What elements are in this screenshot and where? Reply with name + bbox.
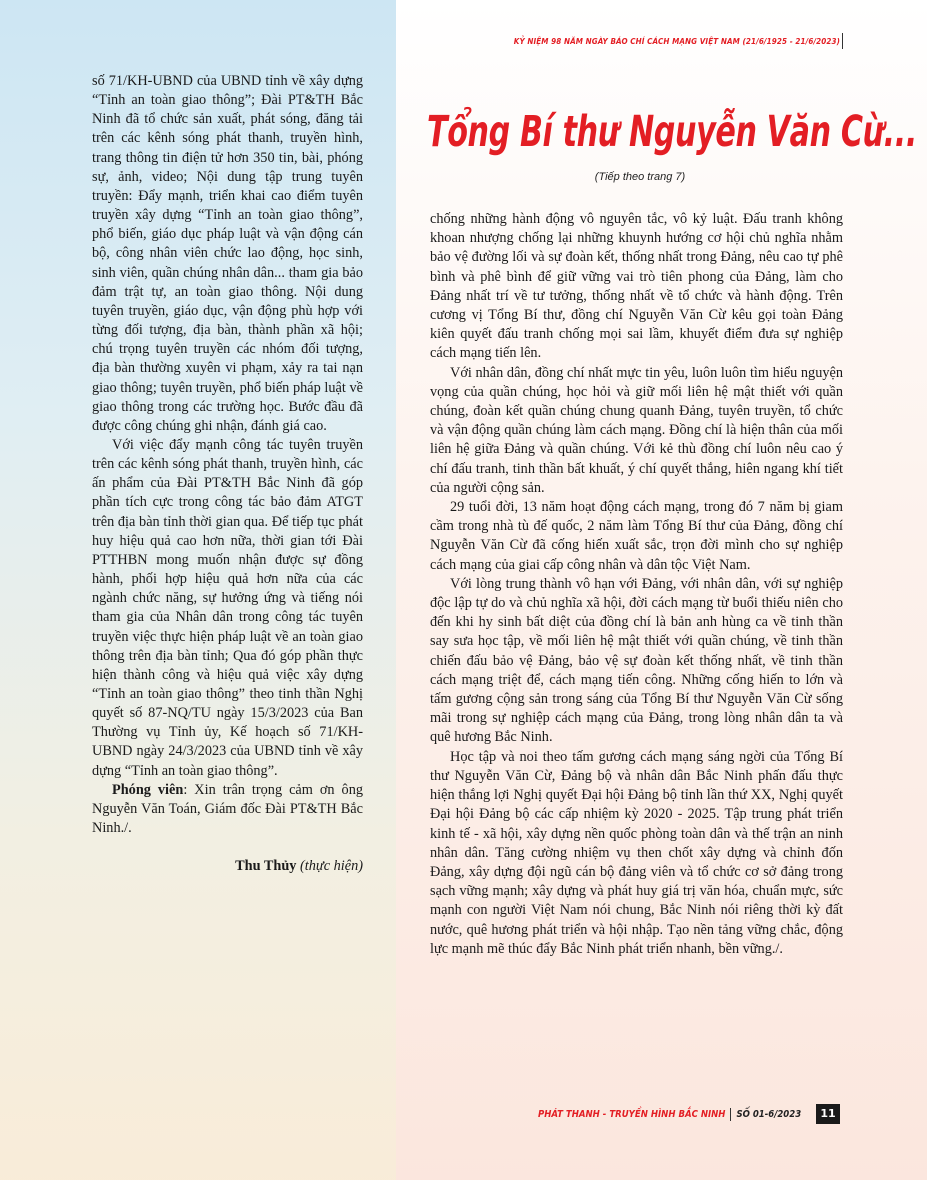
closing-text: : Xin trân trọng cảm ơn ông Nguyễn Văn Toán, Giám đốc Đài PT&TH Bắc Ninh./.	[92, 781, 364, 837]
header-divider	[842, 33, 843, 49]
interview-column	[92, 72, 363, 876]
publication-name: PHÁT THANH - TRUYỀN HÌNH BẮC NINH	[538, 1108, 726, 1120]
issue-number: SỐ 01-6/2023	[736, 1108, 802, 1120]
footer-divider	[730, 1108, 731, 1121]
interview-paragraph-1: số 71/KH-UBND của UBND tỉnh về xây dựng “Tỉnh an toàn giao thông”; Đài PT&TH Bắc Ninh đã tổ chức sản xuất, phát sóng, đăng tải trên các kênh sóng phát thanh, truyền hình, trang thông tin điện tử hơn 350 tin, bài, phóng sự, ảnh, video; Nội dung tập trung tuyên truyền: Đẩy mạnh, triển khai cao điểm tuyên truyền xây dựng “Tỉnh an toàn giao thông”, phổ biến, giáo dục pháp luật và vận động cán bộ, công nhân viên chức lao động, học sinh, sinh viên, quần chúng nhân dân... tham gia bảo đảm trật tự, an toàn giao thông. Nội dung tuyên truyền, giáo dục, vận động phù hợp với từng đối tượng, địa bàn, thành phần xã hội; chú trọng tuyên truyền các nhóm đối tượng, địa bàn thường xuyên vi phạm, xảy ra tai nạn giao thông; tuyên truyền, phổ biến pháp luật về giao thông trong các trường học. Bước đầu đã được công chúng ghi nhận, đánh giá cao.	[92, 73, 363, 434]
page-number: 11	[816, 1104, 840, 1124]
continuation-note: (Tiếp theo trang 7)	[594, 171, 686, 183]
article-paragraph-2: Với nhân dân, đồng chí nhất mực tin yêu, luôn luôn tìm hiểu nguyện vọng của quần chúng, học hỏi và giữ mối liên hệ mật thiết với quần chúng, đoàn kết quần chúng chung quanh Đảng, tuyên truyền, tổ chức và vận động quần chúng làm cách mạng. Đồng chí là hiện thân của mối liên hệ giữa Đảng và quần chúng. Với kẻ thù đồng chí luôn nêu cao ý chí đấu tranh, tinh thần bất khuất, ý chí quyết thắng, hiên ngang khí tiết của người cộng sản.	[430, 364, 843, 496]
article-paragraph-1: chống những hành động vô nguyên tắc, vô kỷ luật. Đấu tranh không khoan nhượng chống lại những khuynh hướng cơ hội chủ nghĩa nhằm bảo vệ đường lối và sự đoàn kết, thống nhất trong Đảng, nêu cao tự phê bình và phê bình để giữ vững vai trò tiên phong của Đảng, làm cho Đảng nhất trí về tư tưởng, thống nhất về tổ chức và hành động. Trên cương vị Tổng Bí thư, đồng chí Nguyễn Văn Cừ kêu gọi toàn Đảng kiên quyết đấu tranh chống mọi sai lầm, khuyết điểm đưa sự nghiệp cách mạng tiến lên.	[430, 211, 843, 362]
anniversary-header: KỶ NIỆM 98 NĂM NGÀY BÁO CHÍ CÁCH MẠNG VIỆT NAM (21/6/1925 - 21/6/2023)	[513, 37, 840, 46]
article-paragraph-3: 29 tuổi đời, 13 năm hoạt động cách mạng, trong đó 7 năm bị giam cầm trong nhà tù đế quốc, 2 năm làm Tổng Bí thư của Đảng, đồng chí Nguyễn Văn Cừ đã cống hiến xuất sắc, trọn đời mình cho sự nghiệp cách mạng của giai cấp công nhân và dân tộc Việt Nam.	[430, 499, 843, 573]
article-body	[430, 210, 843, 959]
page-footer	[538, 1104, 801, 1124]
article-paragraph-4: Với lòng trung thành vô hạn với Đảng, với nhân dân, với sự nghiệp độc lập tự do và chủ nghĩa xã hội, đời cách mạng từ buổi thiếu niên cho đến khi hy sinh bất diệt của đồng chí là bản anh hùng ca về tinh thần say sưa học tập, về mối liên hệ mật thiết với quần chúng, về tinh thần chiến đấu bảo vệ Đảng, bảo vệ sự đoàn kết thống nhất, về tinh thần cách mạng triệt để, cách mạng tiến công. Những cống hiến to lớn và tấm gương cộng sản trong sáng của Tổng Bí thư Nguyễn Văn Cừ sống mãi trong sự nghiệp cách mạng của Đảng, trong lòng nhân dân ta và quê hương Bắc Ninh.	[430, 575, 843, 746]
author-signoff	[92, 857, 363, 876]
article-title: Tổng Bí thư Nguyễn Văn Cừ...	[427, 107, 917, 157]
reporter-label: Phóng viên	[112, 781, 184, 798]
article-paragraph-5: Học tập và noi theo tấm gương cách mạng sáng ngời của Tổng Bí thư Nguyễn Văn Cừ, Đảng bộ và nhân dân Bắc Ninh phấn đấu thực hiện thắng lợi Nghị quyết Đại hội Đảng bộ tỉnh lần thứ XX, Nghị quyết Đại hội Đảng bộ các cấp nhiệm kỳ 2020 - 2025. Tập trung phát triển kinh tế - xã hội, xây dựng nền quốc phòng toàn dân và thế trận an ninh nhân dân. Tăng cường nhiệm vụ then chốt xây dựng và chỉnh đốn Đảng, xây dựng đội ngũ cán bộ đảng viên và tổ chức cơ sở đảng trong sạch vững mạnh; xây dựng và phát huy giá trị văn hóa, chuẩn mực, sức mạnh con người Việt Nam nói chung, Bắc Ninh nói riêng thời kỳ đất nước, quê hương phát triển và hội nhập. Tạo nền tảng vững chắc, động lực mạnh mẽ thúc đẩy Bắc Ninh phát triển nhanh, bền vững./.	[430, 748, 843, 957]
author-role: (thực hiện)	[300, 858, 363, 875]
page-bottom-margin	[0, 1180, 927, 1200]
interview-paragraph-2: Với việc đẩy mạnh công tác tuyên truyền trên các kênh sóng phát thanh, truyền hình, các ấn phẩm của Đài PT&TH Bắc Ninh đã góp phần tích cực trong công tác bảo đảm ATGT trên địa bàn tỉnh thời gian qua. Để tiếp tục phát huy hiệu quả cao hơn nữa, thời gian tới Đài PTTHBN mong muốn nhận được sự đồng hành, phối hợp hiệu quả hơn nữa của các ngành chức năng, sự hưởng ứng và tiếng nói tham gia của Nhân dân trong công tác tuyên truyền việc thực hiện pháp luật về an toàn giao thông trên địa bàn tỉnh; Qua đó góp phần thực hiện thành công và hiệu quả việc xây dựng “Tỉnh an toàn giao thông” theo tinh thần Nghị quyết số 87-NQ/TU ngày 15/3/2023 của Ban Thường vụ Tỉnh ủy, Kế hoạch số 71/KH-UBND ngày 24/3/2023 của UBND tỉnh về xây dựng “Tỉnh an toàn giao thông”.	[92, 436, 363, 779]
author-name: Thu Thủy	[235, 858, 297, 875]
interview-closing	[92, 781, 363, 838]
